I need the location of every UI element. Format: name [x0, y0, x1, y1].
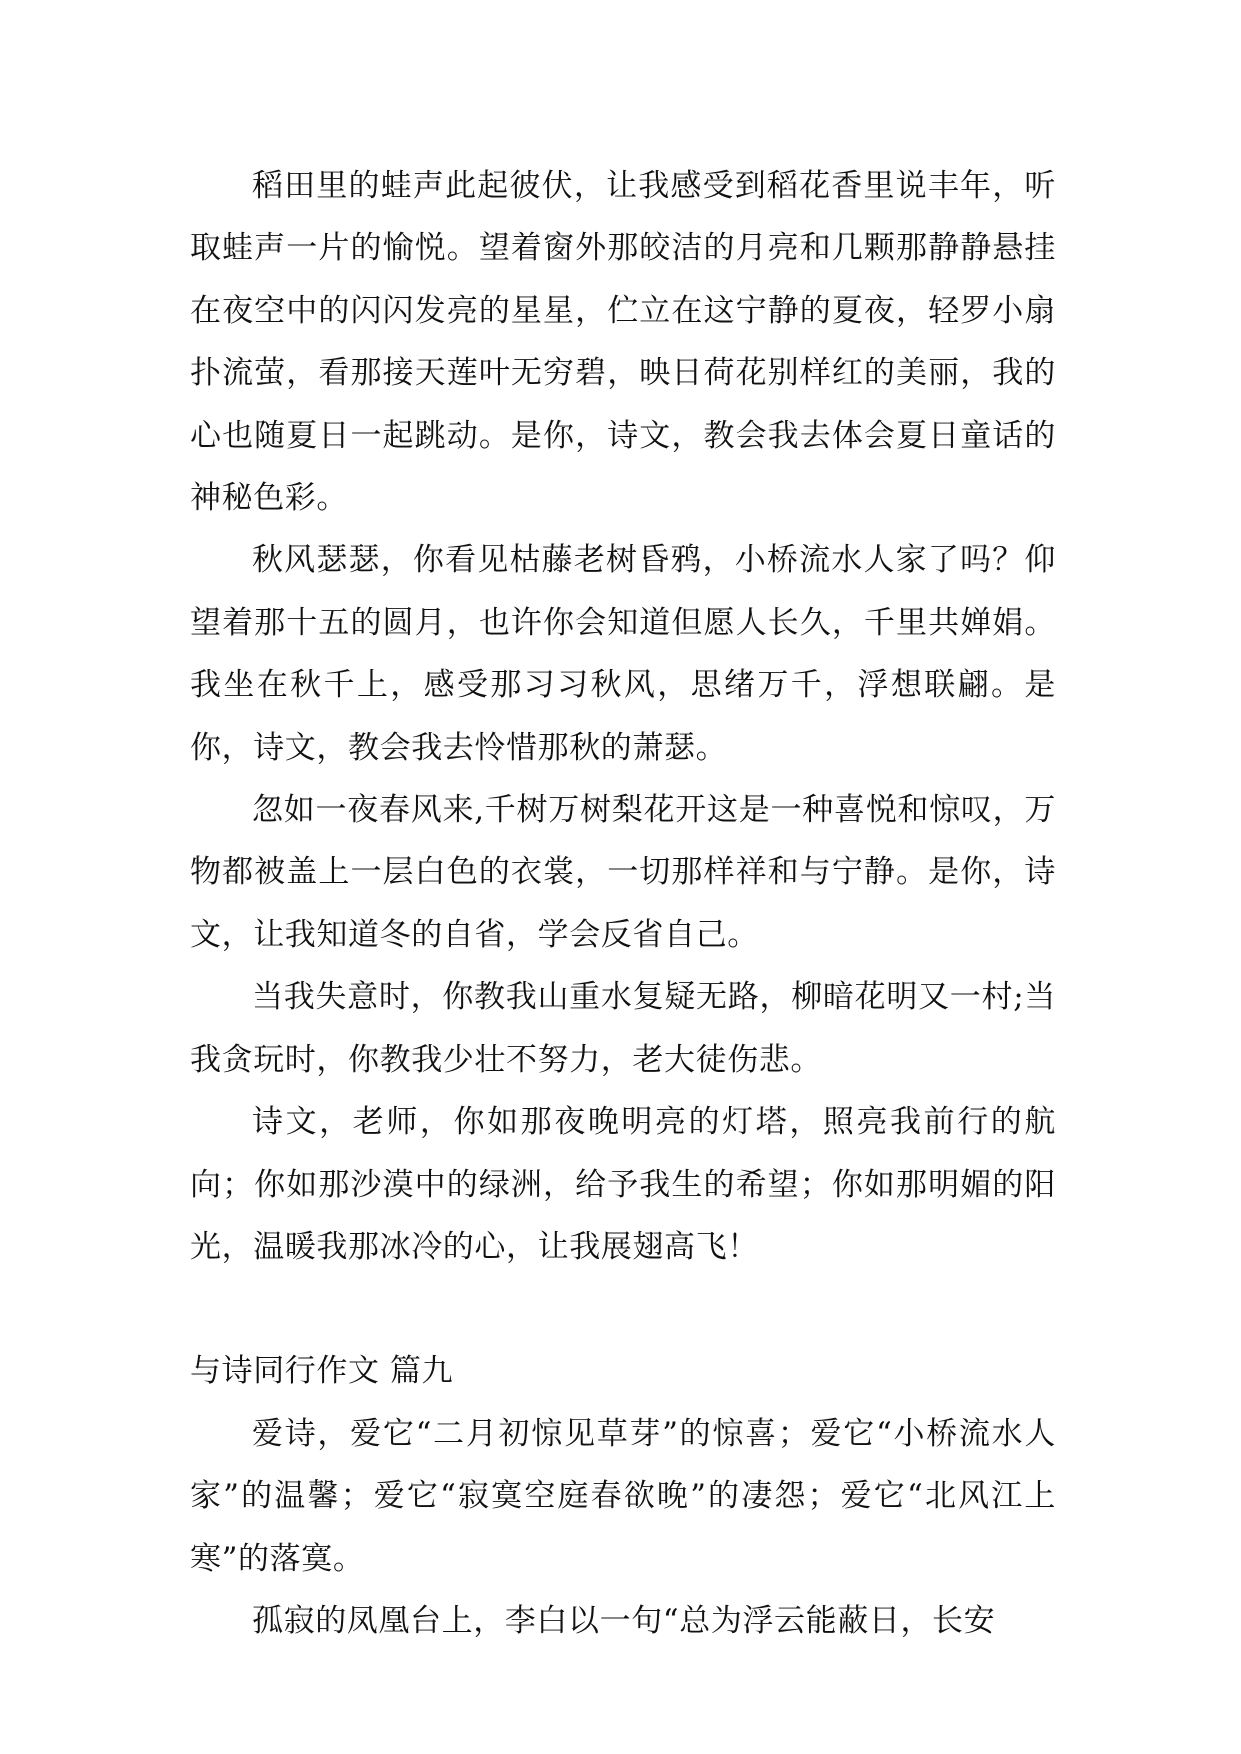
- section-heading: 与诗同行作文 篇九: [190, 1353, 454, 1390]
- paragraph-winter-snow: 忽如一夜春风来,千树万树梨花开这是一种喜悦和惊叹，万物都被盖上一层白色的衣裳，一切那样祥和与宁静。是你，诗文，让我知道冬的自省，学会反省自己。: [190, 792, 1056, 953]
- document-page: [190, 155, 1056, 1652]
- paragraph-frustration: 当我失意时，你教我山重水复疑无路，柳暗花明又一村;当我贪玩时，你教我少壮不努力，老大徒伤悲。: [190, 979, 1056, 1078]
- paragraph-phoenix-terrace: 孤寂的凤凰台上，李白以一句“总为浮云能蔽日，长安: [252, 1602, 996, 1639]
- paragraph-autumn-wind: 秋风瑟瑟，你看见枯藤老树昏鸦，小桥流水人家了吗？仰望着那十五的圆月，也许你会知道但愿人长久，千里共婵娟。我坐在秋千上，感受那习习秋风，思绪万千，浮想联翩。是你，诗文，教会我去怜惜那秋的萧瑟。: [190, 542, 1056, 766]
- paragraph-poetry-teacher: 诗文，老师，你如那夜晚明亮的灯塔，照亮我前行的航向；你如那沙漠中的绿洲，给予我生的希望；你如那明媚的阳光，温暖我那冰冷的心，让我展翅高飞！: [190, 1104, 1056, 1265]
- paragraph-love-poetry: 爱诗，爱它“二月初惊见草芽”的惊喜；爱它“小桥流水人家”的温馨；爱它“寂寞空庭春欲晚”的凄怨；爱它“北风江上寒”的落寞。: [190, 1415, 1056, 1577]
- paragraph-summer-night: 稻田里的蛙声此起彼伏，让我感受到稻花香里说丰年，听取蛙声一片的愉悦。望着窗外那皎洁的月亮和几颗那静静悬挂在夜空中的闪闪发亮的星星，伫立在这宁静的夏夜，轻罗小扇扑流萤，看那接天莲叶无穷碧，映日荷花别样红的美丽，我的心也随夏日一起跳动。是你，诗文，教会我去体会夏日童话的神秘色彩。: [190, 168, 1056, 517]
- section-spacer: [190, 1278, 1056, 1340]
